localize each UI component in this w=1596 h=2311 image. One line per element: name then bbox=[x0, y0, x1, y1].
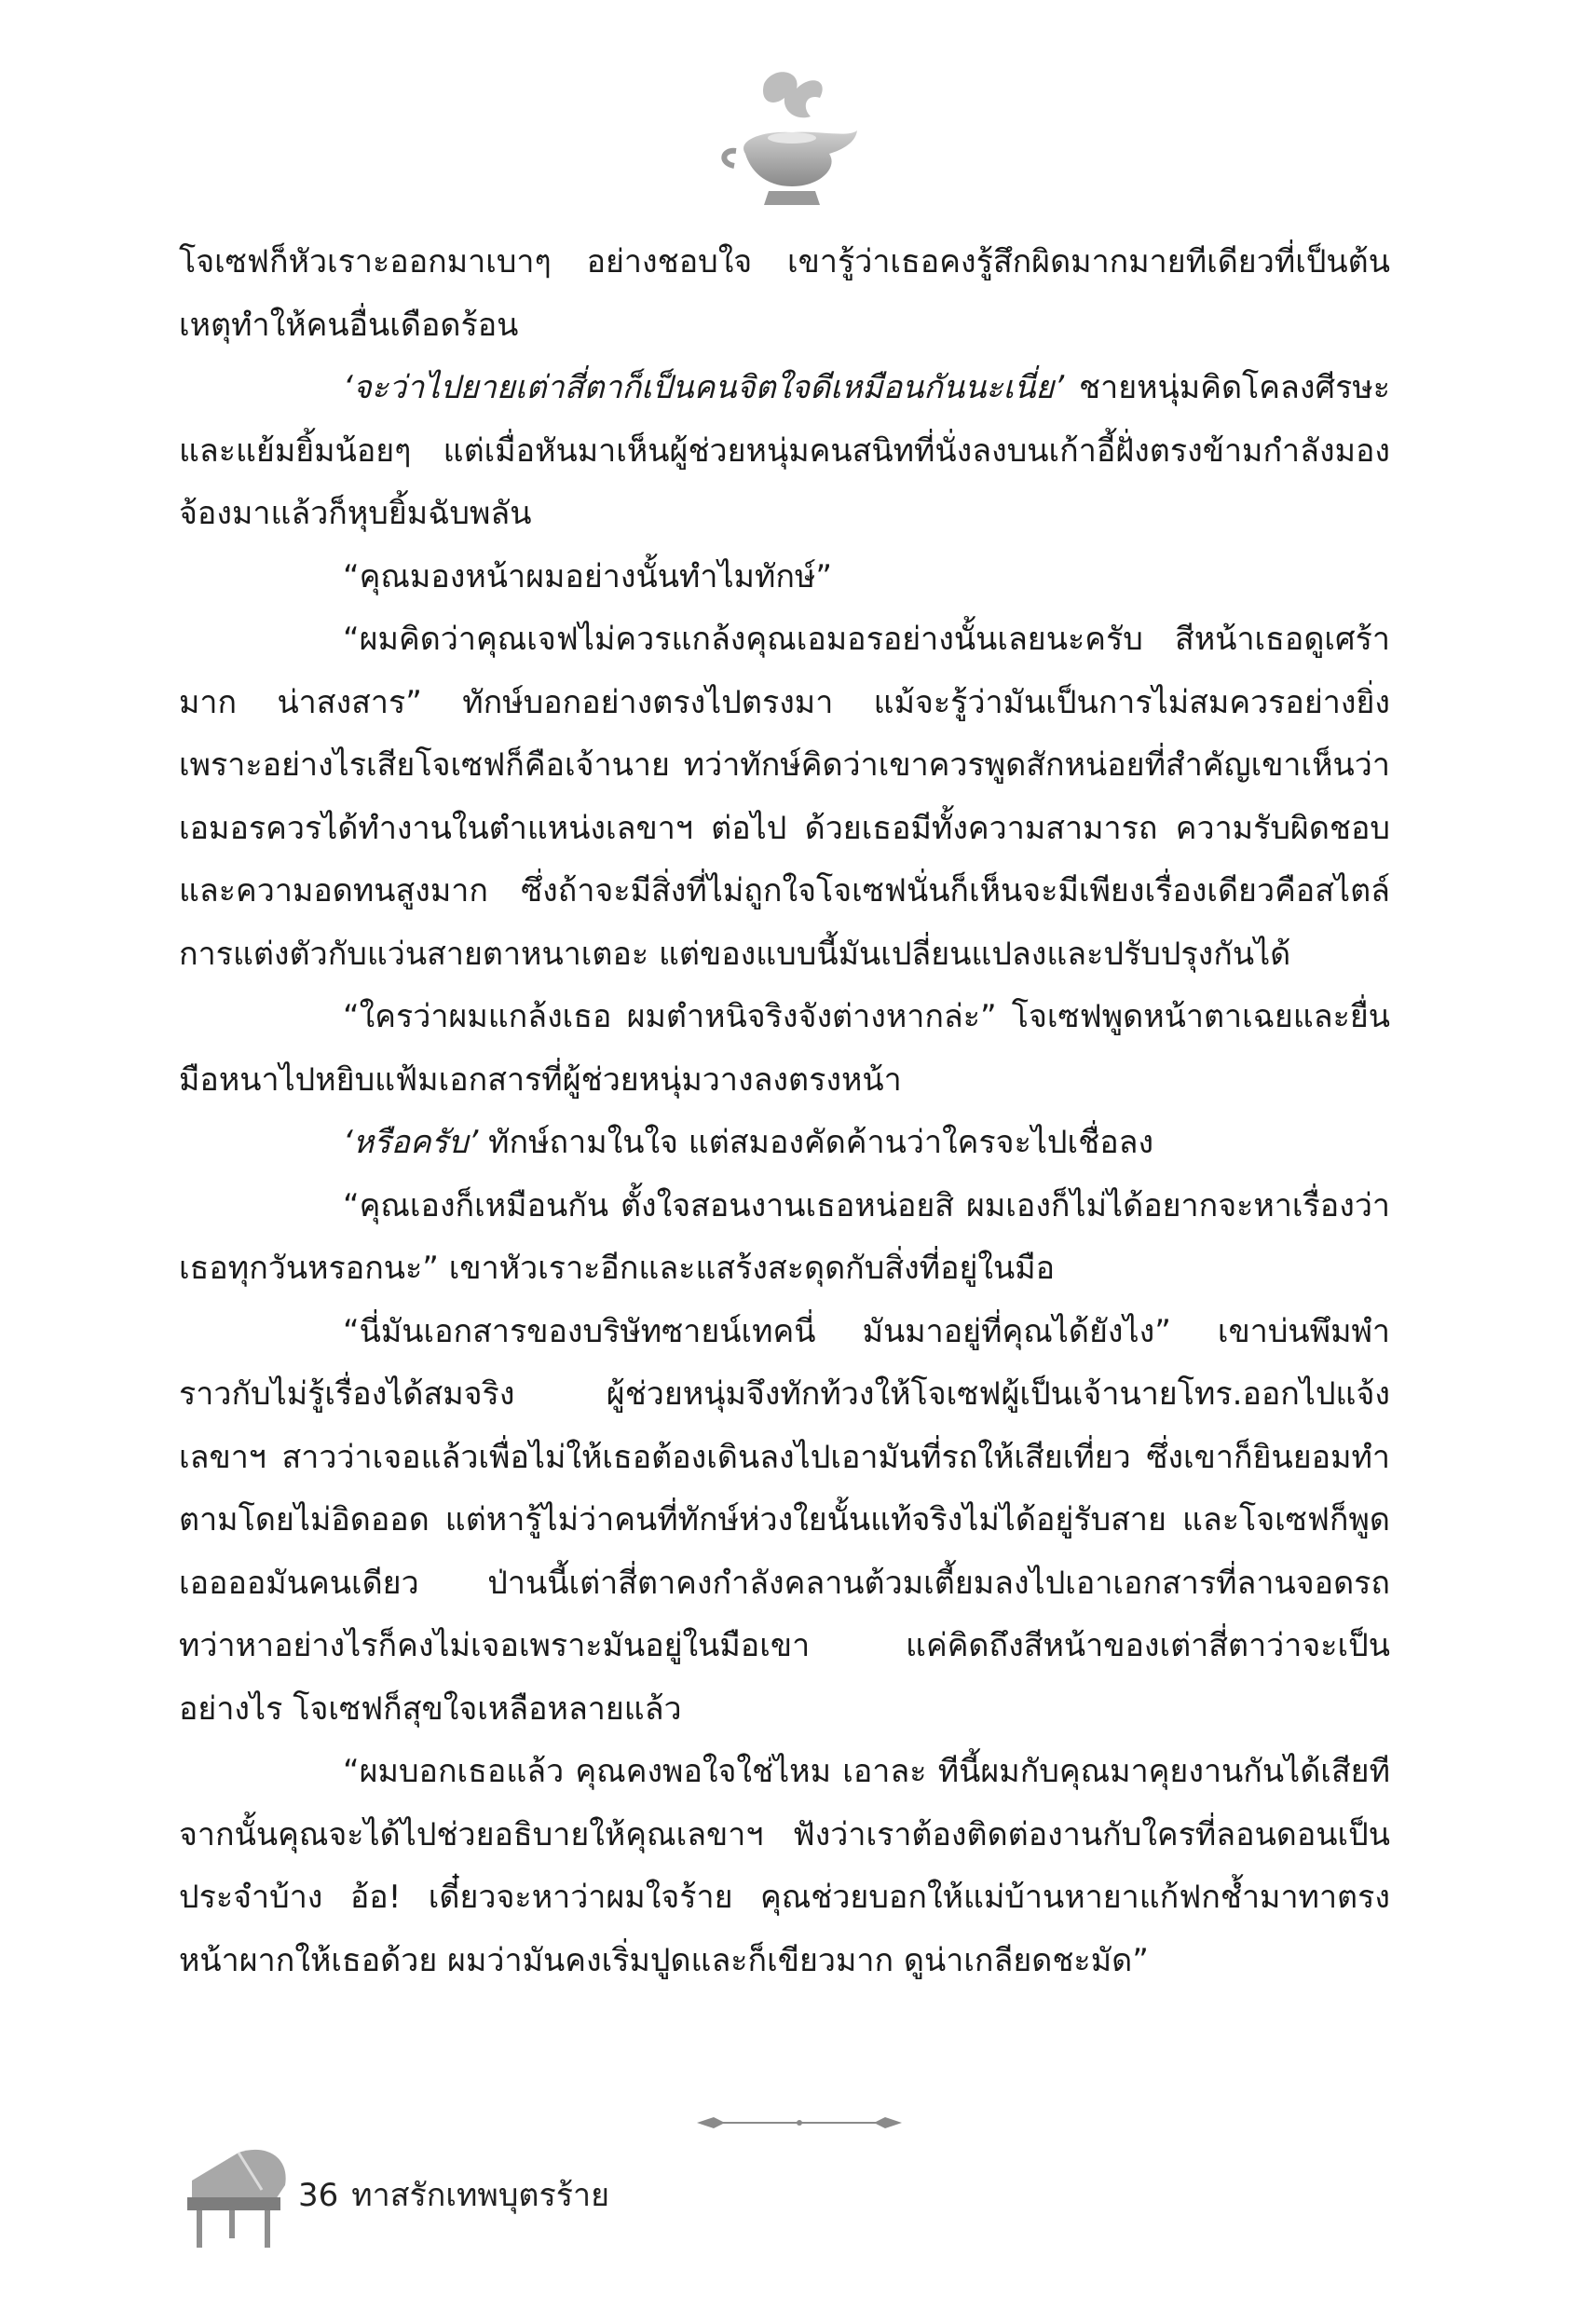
paragraph-text: “ใครว่าผมแกล้งเธอ ผมตำหนิจริงจังต่างหากล่ะ” โจเซฟพูดหน้าตาเฉยและยื่นมือหนาไปหยิบแฟ้มเอกสารที่ผู้ช่วยหนุ่มวางลงตรงหน้า bbox=[179, 998, 1390, 1099]
paragraph-text: “ผมบอกเธอแล้ว คุณคงพอใจใช่ไหม เอาละ ทีนี้ผมกับคุณมาคุยงานกันได้เสียที จากนั้นคุณจะได้ไปช่วยอธิบายให้คุณเลขาฯ ฟังว่าเราต้องติดต่องานกับใครที่ลอนดอนเป็นประจำบ้าง อ้อ! เดี๋ยวจะหาว่าผมใจร้าย คุณช่วยบอกให้แม่บ้านหายาแก้ฟกช้ำมาทาตรงหน้าผากให้เธอด้วย ผมว่ามันคงเริ่มปูดและก็เขียวมาก ดูน่าเกลียดชะมัด” bbox=[179, 1753, 1390, 1979]
grand-piano-icon bbox=[173, 2143, 294, 2255]
magic-lamp-icon bbox=[708, 65, 876, 224]
ornamental-divider bbox=[697, 2113, 902, 2132]
paragraph bbox=[179, 1741, 1390, 1992]
paragraph-text: “นี่มันเอกสารของบริษัทซายน์เทคนี่ มันมาอยู่ที่คุณได้ยังไง” เขาบ่นพึมพำราวกับไม่รู้เรื่องได้สมจริง ผู้ช่วยหนุ่มจึงทักท้วงให้โจเซฟผู้เป็นเจ้านายโทร.ออกไปแจ้งเลขาฯ สาวว่าเจอแล้วเพื่อไม่ให้เธอต้องเดินลงไปเอามันที่รถให้เสียเที่ยว ซึ่งเขาก็ยินยอมทำตามโดยไม่อิดออด แต่หารู้ไม่ว่าคนที่ทักษ์ห่วงใยนั้นแท้จริงไม่ได้อยู่รับสาย และโจเซฟก็พูดเออออมันคนเดียว ป่านนี้เต่าสี่ตาคงกำลังคลานต้วมเตี้ยมลงไปเอาเอกสารที่ลานจอดรถ ทว่าหาอย่างไรก็คงไม่เจอเพราะมันอยู่ในมือเขา แค่คิดถึงสีหน้าของเต่าสี่ตาว่าจะเป็นอย่างไร โจเซฟก็สุขใจเหลือหลายแล้ว bbox=[179, 1312, 1390, 1728]
paragraph bbox=[179, 231, 1390, 357]
page-footer bbox=[298, 2177, 622, 2214]
paragraph-text: ชายหนุ่มคิดโคลงศีรษะและแย้มยิ้มน้อยๆ แต่เมื่อหันมาเห็นผู้ช่วยหนุ่มคนสนิทที่นั่งลงบนเก้าอี้ฝั่งตรงข้ามกำลังมองจ้องมาแล้วก็หุบยิ้มฉับพลัน bbox=[179, 369, 1390, 532]
paragraph bbox=[179, 609, 1390, 986]
paragraph-text: “ผมคิดว่าคุณเจฟไม่ควรแกล้งคุณเอมอรอย่างนั้นเลยนะครับ สีหน้าเธอดูเศร้ามาก น่าสงสาร” ทักษ์บอกอย่างตรงไปตรงมา แม้จะรู้ว่ามันเป็นการไม่สมควรอย่างยิ่ง เพราะอย่างไรเสียโจเซฟก็คือเจ้านาย ทว่าทักษ์คิดว่าเขาควรพูดสักหน่อยที่สำคัญเขาเห็นว่าเอมอรควรได้ทำงานในตำแหน่งเลขาฯ ต่อไป ด้วยเธอมีทั้งความสามารถ ความรับผิดชอบ และความอดทนสูงมาก ซึ่งถ้าจะมีสิ่งที่ไม่ถูกใจโจเซฟนั่นก็เห็นจะมีเพียงเรื่องเดียวคือสไตล์การแต่งตัวกับแว่นสายตาหนาเตอะ แต่ของแบบนี้มันเปลี่ยนแปลงและปรับปรุงกันได้ bbox=[179, 621, 1390, 973]
paragraph bbox=[179, 986, 1390, 1112]
paragraph-text: โจเซฟก็หัวเราะออกมาเบาๆ อย่างชอบใจ เขารู้ว่าเธอคงรู้สึกผิดมากมายทีเดียวที่เป็นต้นเหตุทำให้คนอื่นเดือดร้อน bbox=[179, 243, 1390, 344]
paragraph-text: ทักษ์ถามในใจ แต่สมองคัดค้านว่าใครจะไปเชื่อลง bbox=[478, 1124, 1154, 1161]
paragraph-text: “คุณมองหน้าผมอย่างนั้นทำไมทักษ์” bbox=[343, 557, 832, 595]
paragraph bbox=[179, 357, 1390, 546]
inner-thought-text: ‘จะว่าไปยายเต่าสี่ตาก็เป็นคนจิตใจดีเหมือนกันนะเนี่ย’ bbox=[343, 369, 1065, 406]
paragraph-text: “คุณเองก็เหมือนกัน ตั้งใจสอนงานเธอหน่อยสิ ผมเองก็ไม่ได้อยากจะหาเรื่องว่าเธอทุกวันหรอกนะ” เขาหัวเราะอีกและแสร้งสะดุดกับสิ่งที่อยู่ในมือ bbox=[179, 1186, 1390, 1287]
paragraph bbox=[179, 1175, 1390, 1301]
book-title: ทาสรักเทพบุตรร้าย bbox=[351, 2177, 610, 2214]
paragraph bbox=[179, 1112, 1390, 1175]
paragraph bbox=[179, 1301, 1390, 1742]
inner-thought-text: ‘หรือครับ’ bbox=[343, 1124, 479, 1161]
page-number: 36 bbox=[298, 2177, 339, 2214]
paragraph bbox=[179, 546, 1390, 609]
chapter-body bbox=[179, 231, 1390, 1992]
